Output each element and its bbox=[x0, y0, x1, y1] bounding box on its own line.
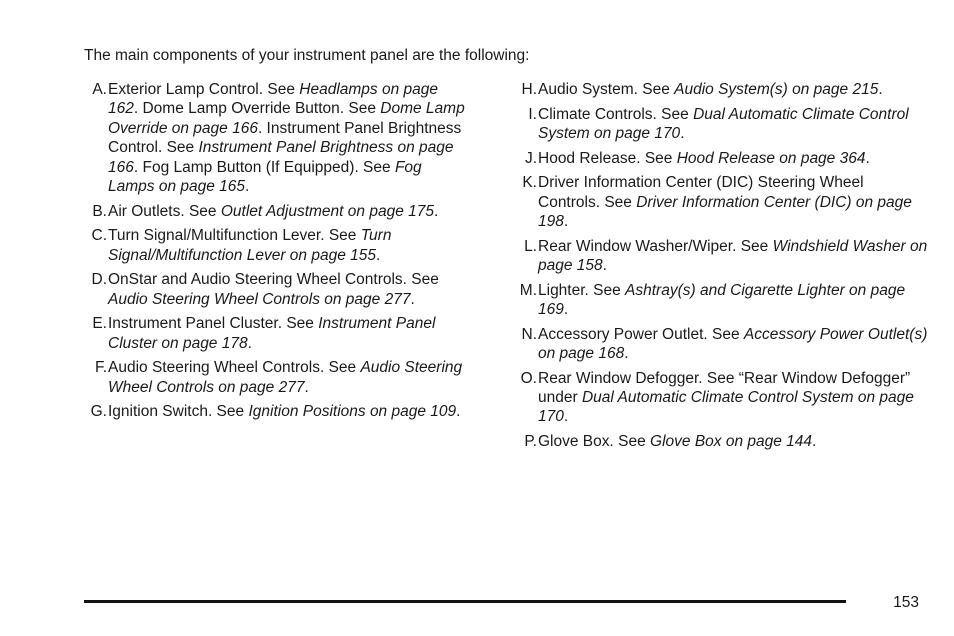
item-text-segment: . Fog Lamp Button (If Equipped). See bbox=[133, 158, 395, 176]
cross-reference: Dual Automatic Climate Control System on page 170 bbox=[538, 389, 914, 426]
item-text-segment: . bbox=[304, 378, 309, 396]
item-text-segment: . bbox=[245, 178, 250, 196]
item-letter: N. bbox=[521, 325, 537, 343]
item-text-segment: . bbox=[456, 403, 461, 421]
item-text-segment: . bbox=[878, 81, 883, 98]
cross-reference: Audio Steering Wheel Controls on page 277 bbox=[108, 290, 411, 308]
cross-reference: Windshield Washer on page 158 bbox=[538, 237, 928, 274]
cross-reference: Fog Lamps on page 165 bbox=[108, 158, 422, 196]
item-text-segment: . bbox=[812, 433, 817, 450]
list-item bbox=[78, 402, 470, 421]
item-text-segment: . bbox=[563, 301, 569, 318]
item-text-segment: . bbox=[376, 246, 381, 264]
list-item bbox=[78, 80, 470, 196]
list-item bbox=[78, 314, 470, 353]
list-item bbox=[508, 432, 928, 451]
cross-reference: Audio System(s) on page 215 bbox=[674, 81, 879, 98]
item-text-segment: Ignition Switch. See bbox=[108, 403, 249, 421]
item-text bbox=[108, 270, 470, 309]
list-item bbox=[508, 281, 928, 320]
intro-text: The main components of your instrument panel are the following: bbox=[84, 47, 530, 64]
list-item bbox=[508, 325, 928, 364]
item-text bbox=[538, 325, 928, 364]
cross-reference: Dual Automatic Climate Control System on page 170 bbox=[538, 105, 909, 142]
item-text-segment: Accessory Power Outlet. See bbox=[538, 325, 744, 343]
item-text-segment: Glove Box. See bbox=[538, 433, 651, 450]
item-letter: D. bbox=[91, 271, 107, 289]
item-text bbox=[538, 173, 928, 231]
item-letter: O. bbox=[520, 369, 537, 387]
list-item bbox=[78, 226, 470, 265]
item-letter: K. bbox=[522, 174, 537, 192]
item-text-segment: . bbox=[865, 149, 870, 167]
item-text-segment: OnStar and Audio Steering Wheel Controls. See bbox=[108, 271, 439, 289]
item-letter: L. bbox=[524, 237, 537, 255]
item-letter: M. bbox=[519, 281, 537, 299]
cross-reference: Ignition Positions on page 109 bbox=[248, 403, 457, 421]
item-text bbox=[538, 80, 883, 99]
item-text bbox=[538, 237, 928, 276]
item-text-segment: Rear Window Defogger. See “Rear Window Defogger” under bbox=[538, 369, 911, 406]
page-number: 153 bbox=[893, 594, 919, 611]
item-letter: G. bbox=[90, 403, 107, 421]
item-text bbox=[538, 369, 928, 427]
item-text bbox=[108, 402, 460, 421]
item-text-segment: Lighter. See bbox=[538, 281, 626, 299]
item-text-segment: Air Outlets. See bbox=[108, 202, 221, 220]
item-letter: A. bbox=[92, 81, 107, 98]
item-text-segment: . Instrument Panel Brightness Control. See bbox=[108, 119, 462, 157]
item-text-segment: . Dome Lamp Override Button. See bbox=[133, 100, 381, 118]
list-item bbox=[78, 202, 470, 221]
item-text bbox=[108, 358, 470, 397]
item-letter: I. bbox=[528, 105, 537, 123]
item-text-segment: . bbox=[680, 125, 685, 142]
item-text-segment: . bbox=[563, 408, 569, 426]
item-text-segment: . bbox=[602, 257, 607, 274]
item-text bbox=[108, 226, 470, 265]
item-letter: J. bbox=[524, 149, 537, 167]
item-text-segment: . bbox=[433, 202, 439, 220]
item-text-segment: Climate Controls. See bbox=[538, 105, 694, 123]
item-text bbox=[108, 202, 438, 221]
item-text bbox=[108, 314, 470, 353]
item-text-segment: . bbox=[563, 213, 569, 230]
list-item bbox=[508, 149, 928, 168]
cross-reference: Accessory Power Outlet(s) on page 168 bbox=[538, 325, 928, 362]
cross-reference: Instrument Panel Cluster on page 178 bbox=[108, 315, 436, 352]
left-column bbox=[78, 80, 470, 427]
item-text-segment: Hood Release. See bbox=[538, 149, 677, 167]
item-text bbox=[538, 281, 928, 320]
item-letter: H. bbox=[521, 81, 537, 98]
item-text-segment: Audio Steering Wheel Controls. See bbox=[108, 359, 361, 377]
cross-reference: Driver Information Center (DIC) on page 198 bbox=[538, 193, 912, 230]
cross-reference: Audio Steering Wheel Controls on page 277 bbox=[108, 359, 463, 396]
item-letter: B. bbox=[92, 202, 107, 220]
list-item bbox=[508, 80, 928, 99]
item-text-segment: . bbox=[410, 290, 415, 308]
list-item bbox=[78, 358, 470, 397]
item-text-segment: . bbox=[624, 345, 629, 362]
item-text-segment: Audio System. See bbox=[538, 81, 675, 98]
cross-reference: Glove Box on page 144 bbox=[650, 433, 813, 450]
item-letter: C. bbox=[91, 227, 107, 245]
cross-reference: Dome Lamp Override on page 166 bbox=[108, 100, 465, 137]
cross-reference: Outlet Adjustment on page 175 bbox=[220, 202, 434, 220]
item-text-segment: Exterior Lamp Control. See bbox=[108, 81, 300, 98]
cross-reference: Turn Signal/Multifunction Lever on page 155 bbox=[108, 227, 392, 264]
item-text-segment: Driver Information Center (DIC) Steering Wheel Controls. See bbox=[538, 174, 864, 211]
item-text-segment: Instrument Panel Cluster. See bbox=[108, 315, 319, 333]
item-text-segment: Turn Signal/Multifunction Lever. See bbox=[108, 227, 361, 245]
cross-reference: Hood Release on page 364 bbox=[676, 149, 866, 167]
item-text bbox=[538, 149, 870, 168]
list-item bbox=[508, 369, 928, 427]
item-letter: F. bbox=[94, 359, 107, 377]
item-letter: E. bbox=[92, 315, 107, 333]
item-text-segment: . bbox=[247, 334, 252, 352]
item-text bbox=[538, 432, 816, 451]
list-item bbox=[78, 270, 470, 309]
list-item bbox=[508, 237, 928, 276]
list-item bbox=[508, 173, 928, 231]
cross-reference: Headlamps on page 162 bbox=[108, 81, 439, 118]
item-text bbox=[108, 80, 470, 196]
cross-reference: Instrument Panel Brightness on page 166 bbox=[108, 139, 454, 176]
right-column bbox=[508, 80, 928, 457]
footer-rule bbox=[84, 600, 846, 603]
item-text bbox=[538, 105, 928, 144]
list-item bbox=[508, 105, 928, 144]
item-text-segment: Rear Window Washer/Wiper. See bbox=[538, 237, 773, 255]
cross-reference: Ashtray(s) and Cigarette Lighter on page 169 bbox=[538, 281, 906, 318]
item-letter: P. bbox=[524, 433, 537, 450]
